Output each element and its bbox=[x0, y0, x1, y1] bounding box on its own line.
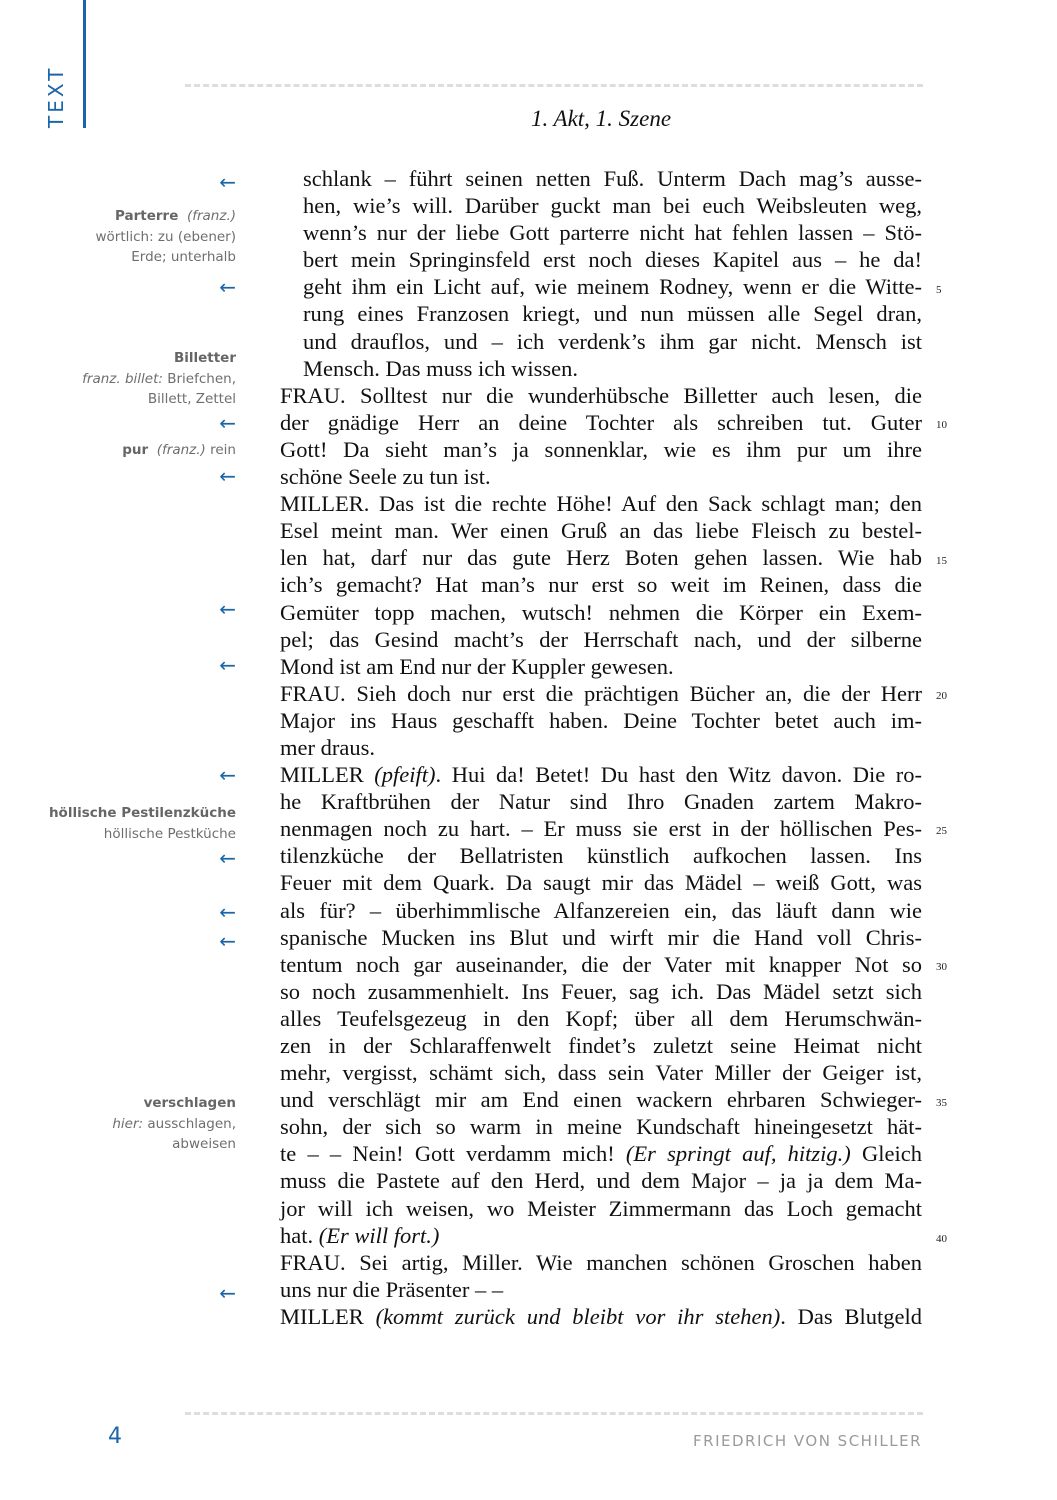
text-line: rung eines Franzosen kriegt, und nun müssen alle Segel dran, bbox=[303, 301, 922, 327]
page-number: 4 bbox=[108, 1424, 122, 1449]
gloss-origin: hier: bbox=[112, 1115, 144, 1132]
section-tab-rule bbox=[83, 0, 86, 128]
text-line: Gott! Da sieht man’s ja sonnenklar, wie es ihm pur um ihre bbox=[280, 436, 922, 462]
paragraph-continuation bbox=[280, 165, 922, 382]
play-text bbox=[280, 165, 922, 1330]
arrow-left-icon[interactable]: ← bbox=[219, 846, 236, 870]
text-line: als für? – überhimmlische Alfanzereien ein, das läuft dann wie bbox=[280, 897, 922, 923]
gloss-definition: Billett, Zettel bbox=[147, 391, 236, 407]
text-line: nenmagen noch zu hart. – Er muss sie erst in der höllischen Pes- bbox=[280, 816, 922, 842]
gloss-term: pur bbox=[122, 442, 149, 458]
gloss-origin: franz. billet: bbox=[82, 370, 163, 387]
speaker-name: MILLER bbox=[280, 1303, 376, 1329]
text-line: Feuer mit dem Quark. Da saugt mir das Mädel – weiß Gott, was bbox=[280, 870, 922, 896]
gloss-definition: abweisen bbox=[172, 1136, 236, 1152]
gloss-billetter bbox=[6, 348, 236, 410]
text-line: he Kraftbrühen der Natur sind Ihro Gnaden zartem Makro- bbox=[280, 789, 922, 815]
text-line: mer draus. bbox=[280, 734, 375, 760]
gloss-pur bbox=[6, 440, 236, 461]
gloss-definition: ausschlagen, bbox=[147, 1115, 236, 1132]
text-line: tentum noch gar auseinander, die der Vater mit knapper Not so bbox=[280, 951, 922, 977]
arrow-left-icon[interactable]: ← bbox=[219, 275, 236, 299]
arrow-left-icon[interactable]: ← bbox=[219, 1281, 236, 1305]
text-line: FRAU. Sieh doch nur erst die prächtigen Bücher an, die der Herr bbox=[280, 680, 922, 706]
arrow-left-icon[interactable]: ← bbox=[219, 411, 236, 435]
speech-miller-1 bbox=[280, 490, 922, 680]
line-number: 30 bbox=[936, 961, 947, 973]
gloss-definition: Briefchen, bbox=[167, 370, 236, 387]
speech-frau-1 bbox=[280, 382, 922, 490]
text-line bbox=[280, 761, 923, 788]
text-fragment: te – – Nein! Gott verdamm mich! bbox=[280, 1141, 626, 1167]
text-line: Mensch. Das muss ich wissen. bbox=[303, 355, 578, 381]
arrow-left-icon[interactable]: ← bbox=[219, 597, 236, 621]
gloss-term: Parterre bbox=[114, 208, 179, 224]
text-fragment: hat. bbox=[280, 1222, 319, 1248]
text-line: mehr, vergisst, schämt sich, dass sein Vater Miller der Geiger ist, bbox=[280, 1060, 922, 1086]
text-line: sohn, der sich so warm in meine Kundschaft hineingesetzt hät- bbox=[280, 1114, 922, 1140]
line-number: 20 bbox=[936, 690, 947, 702]
header-divider bbox=[185, 84, 923, 87]
text-line: der gnädige Herr an deine Tochter als schreiben tut. Guter bbox=[280, 409, 922, 435]
text-line: bert mein Springinsfeld erst noch dieses Kapitel aus – he da! bbox=[303, 247, 922, 273]
stage-direction: (pfeift) bbox=[374, 762, 436, 788]
text-line: jor will ich weisen, wo Meister Zimmermann das Loch gemacht bbox=[280, 1195, 922, 1221]
arrow-left-icon[interactable]: ← bbox=[219, 653, 236, 677]
text-fragment: Gleich bbox=[850, 1141, 922, 1167]
line-number: 25 bbox=[936, 825, 947, 837]
text-line: ich’s gemacht? Hat man’s nur erst so weit im Reinen, dass die bbox=[280, 572, 922, 598]
text-line: Mond ist am End nur der Kuppler gewesen. bbox=[280, 653, 674, 679]
text-line: FRAU. Solltest nur die wunderhübsche Billetter auch lesen, die bbox=[280, 382, 922, 408]
footer-divider bbox=[185, 1412, 923, 1415]
text-line: Gemüter topp machen, wutsch! nehmen die Körper ein Exem- bbox=[280, 599, 922, 625]
text-line: alles Teufelsgezeug in den Kopf; über all dem Herumschwän- bbox=[280, 1005, 922, 1031]
stage-direction: (kommt zurück und bleibt vor ihr stehen) bbox=[375, 1303, 781, 1329]
line-number: 35 bbox=[936, 1097, 947, 1109]
scene-title: 1. Akt, 1. Szene bbox=[530, 106, 672, 131]
text-line: wenn’s nur der liebe Gott parterre nicht hat fehlen lassen – Stö- bbox=[303, 220, 922, 246]
text-line: und verschlägt mir am End einen wackern ehrbaren Schwieger- bbox=[280, 1087, 922, 1113]
text-line bbox=[280, 1303, 922, 1330]
text-line: schöne Seele zu tun ist. bbox=[280, 464, 491, 490]
text-line: len hat, darf nur das gute Herz Boten gehen lassen. Wie hab bbox=[280, 545, 922, 571]
gloss-origin: (franz.) bbox=[156, 442, 206, 458]
stage-direction: (Er will fort.) bbox=[318, 1222, 440, 1248]
arrow-left-icon[interactable]: ← bbox=[219, 763, 236, 787]
text-line bbox=[280, 1140, 922, 1167]
footer-author: FRIEDRICH VON SCHILLER bbox=[693, 1432, 922, 1450]
line-number: 40 bbox=[936, 1233, 947, 1245]
text-fragment: . Hui da! Betet! Du hast den Witz davon. Die ro- bbox=[435, 762, 923, 788]
text-line: schlank – führt seinen netten Fuß. Unterm Dach mag’s ausse- bbox=[303, 166, 922, 191]
speech-frau-3 bbox=[280, 1249, 922, 1303]
gloss-definition: Erde; unterhalb bbox=[131, 249, 236, 265]
gloss-parterre bbox=[6, 206, 236, 268]
text-line: uns nur die Präsenter – – bbox=[280, 1276, 504, 1302]
gloss-origin: (franz.) bbox=[186, 208, 236, 224]
arrow-left-icon[interactable]: ← bbox=[219, 170, 236, 194]
gloss-definition: höllische Pestküche bbox=[103, 825, 236, 842]
text-line: Esel meint man. Wer einen Gruß an das liebe Fleisch zu bestel- bbox=[280, 518, 922, 544]
speaker-name: MILLER bbox=[280, 762, 364, 788]
text-line: muss die Pastete auf den Herd, und dem Major – ja ja dem Ma- bbox=[280, 1168, 922, 1194]
gloss-term: höllische Pestilenzküche bbox=[48, 805, 236, 821]
text-line: tilenzküche der Bellatristen künstlich aufkochen lassen. Ins bbox=[280, 843, 922, 869]
gloss-hoellische-pestilenzkueche bbox=[6, 803, 236, 844]
text-line: MILLER. Das ist die rechte Höhe! Auf den Sack schlagt man; den bbox=[280, 491, 922, 517]
text-line: zen in der Schlaraffenwelt findet’s zuletzt seine Heimat nicht bbox=[280, 1033, 922, 1058]
line-number: 5 bbox=[936, 284, 942, 296]
section-tab-label: TEXT bbox=[44, 65, 68, 128]
line-number: 15 bbox=[936, 555, 947, 567]
gloss-definition: wörtlich: zu (ebener) bbox=[95, 228, 236, 245]
text-line: geht ihm ein Licht auf, wie meinem Rodney, wenn er die Witte- bbox=[303, 274, 922, 300]
stage-direction: (Er springt auf, hitzig.) bbox=[625, 1141, 851, 1167]
gloss-definition: rein bbox=[210, 442, 236, 458]
text-fragment: . Das Blutgeld bbox=[780, 1303, 922, 1329]
text-line: spanische Mucken ins Blut und wirft mir die Hand voll Chris- bbox=[280, 924, 922, 950]
text-line: hen, wie’s will. Darüber guckt man bei euch Weibsleuten weg, bbox=[303, 193, 922, 219]
arrow-left-icon[interactable]: ← bbox=[219, 900, 236, 924]
text-line: und drauflos, und – ich verdenk’s ihm gar nicht. Mensch ist bbox=[303, 328, 922, 354]
text-line: pel; das Gesind macht’s der Herrschaft nach, und der silberne bbox=[280, 626, 922, 652]
gloss-verschlagen bbox=[6, 1093, 236, 1155]
gloss-term: Billetter bbox=[173, 350, 236, 366]
arrow-left-icon[interactable]: ← bbox=[219, 464, 236, 488]
speech-miller-3 bbox=[280, 1303, 922, 1330]
text-line bbox=[280, 1222, 922, 1249]
speech-frau-2 bbox=[280, 680, 922, 761]
arrow-left-icon[interactable]: ← bbox=[219, 929, 236, 953]
gloss-term: verschlagen bbox=[143, 1095, 236, 1111]
speech-miller-2 bbox=[280, 761, 922, 1249]
text-line: Major ins Haus geschafft haben. Deine Tochter betet auch im- bbox=[280, 707, 922, 733]
text-line: FRAU. Sei artig, Miller. Wie manchen schönen Groschen haben bbox=[280, 1249, 922, 1275]
line-number: 10 bbox=[936, 419, 947, 431]
text-line: so noch zusammenhielt. Ins Feuer, sag ich. Das Mädel setzt sich bbox=[280, 978, 922, 1004]
